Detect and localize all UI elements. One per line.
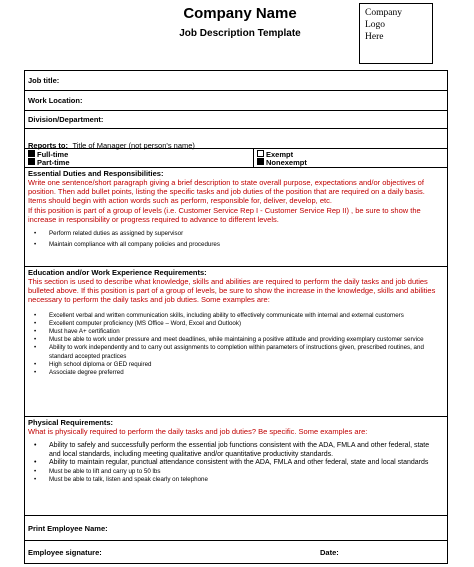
education-list <box>28 312 444 378</box>
reports-to-value: Title of Manager (not person's name) <box>72 141 195 150</box>
row-divider <box>24 515 448 516</box>
list-item: • High school diploma or GED required <box>28 361 428 369</box>
education-heading: Education and/or Work Experience Requirements: <box>28 268 207 277</box>
physical-section <box>28 418 444 484</box>
list-item: • Excellent computer proficiency (MS Office – Word, Excel and Outlook) <box>28 320 428 328</box>
logo-line-here: Here <box>365 32 384 42</box>
education-section <box>28 268 444 377</box>
reports-to-label: Reports to: <box>28 141 68 150</box>
duties-instructions: Write one sentence/short paragraph giving a brief description to state overall purpose, expectations and/or objectives of position. Then add bullet points, listing the specific tasks and job duties of the position that are required on a daily basis. Items should begin with action words such as perform, responsible for, deliver, develop, etc. <box>28 178 425 206</box>
checkbox-checked-icon[interactable] <box>28 158 35 165</box>
row-divider <box>24 90 448 91</box>
job-title-label: Job title: <box>28 76 60 85</box>
full-time-label: Full-time <box>37 150 69 159</box>
row-divider <box>24 416 448 417</box>
list-item: • Ability to work independently and to carry out assignments to completion within parameters of instructions given, prescribed routines, and standard accepted practices <box>28 344 428 360</box>
date-label: Date: <box>320 548 339 557</box>
row-divider <box>24 540 448 541</box>
list-item: • Must be able to work under pressure and meet deadlines, while maintaining a positive attitude and providing exemplary customer service <box>28 336 428 344</box>
checkbox-checked-icon[interactable] <box>257 158 264 165</box>
list-item: • Ability to safely and successfully perform the essential job functions consistent with the ADA, FMLA and other federal, state and local standards, including meeting qualitative and/or quantitative productivity standards. <box>28 442 430 459</box>
column-divider <box>253 148 254 167</box>
list-item: • Must be able to talk, listen and speak clearly on telephone <box>28 476 444 484</box>
company-name: Company Name <box>183 5 297 22</box>
work-location-label: Work Location: <box>28 96 83 105</box>
duties-heading: Essential Duties and Responsibilities: <box>28 169 164 178</box>
physical-list <box>28 442 444 468</box>
nonexempt-label: Nonexempt <box>266 158 307 167</box>
part-time-option[interactable] <box>28 158 70 167</box>
logo-line-company: Company <box>365 8 402 18</box>
document-title: Job Description Template <box>179 28 301 39</box>
duties-section <box>28 169 444 249</box>
print-employee-name-label: Print Employee Name: <box>28 524 108 533</box>
row-divider <box>24 167 448 168</box>
education-instructions: This section is used to describe what knowledge, skills and abilities are required to perform the daily tasks and job duties bulleted above. If this position is part of a group of levels, be sure to show the increase in the knowledge, skills and abilities necessary to perform the daily tasks and job duties. Some examples are: <box>28 277 436 305</box>
list-item: • Maintain compliance with all company policies and procedures <box>28 241 444 249</box>
list-item: • Must have A+ certification <box>28 328 428 336</box>
physical-list-small <box>28 468 444 484</box>
duties-list <box>28 230 444 249</box>
physical-heading: Physical Requirements: <box>28 418 114 427</box>
list-item: • Associate degree preferred <box>28 369 428 377</box>
exempt-label: Exempt <box>266 150 294 159</box>
duties-levels-note: If this position is part of a group of levels (i.e. Customer Service Rep I - Customer Service Rep II) , be sure to show the increase in responsibility or progress required to advance to different levels. <box>28 205 421 224</box>
list-item: • Ability to maintain regular, punctual attendance consistent with the ADA, FMLA and other federal, state and local standards <box>28 459 430 468</box>
logo-line-logo: Logo <box>365 20 386 30</box>
list-item: • Excellent verbal and written communication skills, including ability to effectively communicate with internal and external customers <box>28 312 428 320</box>
list-item: • Must be able to lift and carry up to 50 lbs <box>28 468 444 476</box>
checkbox-empty-icon[interactable] <box>257 150 264 157</box>
row-divider <box>24 128 448 129</box>
row-divider <box>24 110 448 111</box>
company-logo-placeholder <box>359 3 433 64</box>
physical-instructions: What is physically required to perform the daily tasks and job duties? Be specific. Some examples are: <box>28 427 368 436</box>
employee-signature-label: Employee signature: <box>28 548 102 557</box>
part-time-label: Part-time <box>37 158 70 167</box>
list-item: • Perform related duties as assigned by supervisor <box>28 230 444 238</box>
nonexempt-option[interactable] <box>257 158 307 167</box>
checkbox-checked-icon[interactable] <box>28 150 35 157</box>
row-divider <box>24 266 448 267</box>
division-label: Division/Department: <box>28 115 104 124</box>
